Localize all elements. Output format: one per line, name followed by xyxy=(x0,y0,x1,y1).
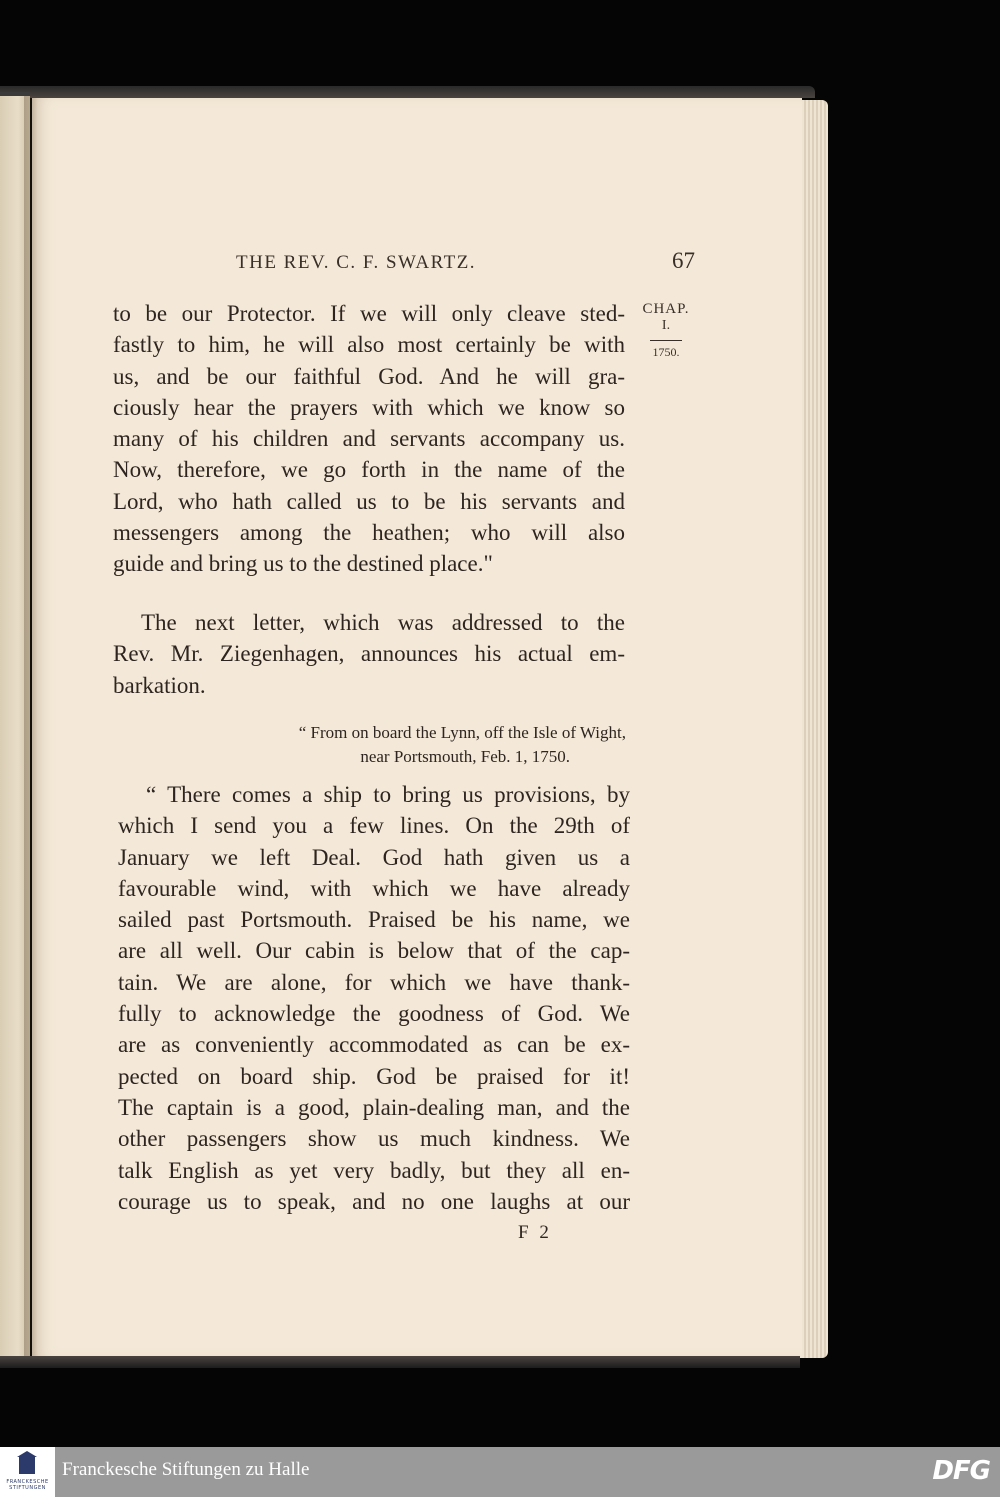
text-line: talk English as yet very badly, but they all en- xyxy=(118,1157,630,1183)
paragraph-1 xyxy=(113,298,625,580)
text-line: fully to acknowledge the goodness of God. We xyxy=(118,1001,630,1027)
text-line: pected on board ship. God be praised for it! xyxy=(118,1063,630,1089)
text-line: fastly to him, he will also most certainly be with xyxy=(113,332,625,358)
text-line: ciously hear the prayers with which we know so xyxy=(113,394,625,420)
dateline-line: near Portsmouth, Feb. 1, 1750. xyxy=(360,747,570,766)
text-line: The next letter, which was addressed to the xyxy=(141,610,625,635)
text-line: tain. We are alone, for which we have thank- xyxy=(118,969,630,995)
text-line: Rev. Mr. Ziegenhagen, announces his actual em- xyxy=(113,641,625,667)
franckesche-logo[interactable] xyxy=(0,1447,55,1497)
margin-note xyxy=(634,300,698,359)
text-line: courage us to speak, and no one laughs at our xyxy=(118,1188,630,1214)
text-line: barkation. xyxy=(113,672,206,698)
institution-name[interactable]: Franckesche Stiftungen zu Halle xyxy=(62,1459,310,1480)
paragraph-2 xyxy=(113,607,625,701)
text-line: which I send you a few lines. On the 29th of xyxy=(118,813,630,839)
book-cover-top-edge xyxy=(0,86,815,98)
text-line: January we left Deal. God hath given us a xyxy=(118,844,630,870)
text-line: messengers among the heathen; who will also xyxy=(113,520,625,546)
footer-bar xyxy=(0,1447,1000,1497)
margin-rule xyxy=(650,340,682,341)
text-line: sailed past Portsmouth. Praised be his name, we xyxy=(118,907,630,933)
page-number: 67 xyxy=(672,248,695,273)
spine-shadow xyxy=(24,96,38,1358)
logo-building-icon xyxy=(19,1456,35,1474)
dateline-line: “ From on board the Lynn, off the Isle of Wight, xyxy=(298,723,626,742)
text-line: “ There comes a ship to bring us provisions, by xyxy=(146,782,630,807)
paragraph-3 xyxy=(118,779,630,1217)
text-line: us, and be our faithful God. And he will gra- xyxy=(113,363,625,389)
dfg-logo[interactable]: DFG xyxy=(932,1456,990,1486)
logo-wordmark: FRANCKESCHE STIFTUNGEN xyxy=(6,1479,49,1491)
text-line: many of his children and servants accompany us. xyxy=(113,426,625,452)
text-line: other passengers show us much kindness. We xyxy=(118,1126,630,1152)
text-line: are all well. Our cabin is below that of the cap- xyxy=(118,938,630,964)
text-line: Now, therefore, we go forth in the name of the xyxy=(113,457,625,483)
margin-chapter-number: I. xyxy=(661,318,671,333)
letter-dateline xyxy=(214,721,626,769)
text-line: to be our Protector. If we will only cleave sted- xyxy=(113,301,625,326)
text-line: guide and bring us to the destined place." xyxy=(113,551,493,577)
margin-year: 1750. xyxy=(652,345,680,359)
running-head: THE REV. C. F. SWARTZ. xyxy=(236,252,477,273)
signature-mark: F 2 xyxy=(518,1222,552,1243)
margin-chapter-label: CHAP. xyxy=(642,301,690,317)
text-line: are as conveniently accommodated as can be ex- xyxy=(118,1032,630,1058)
book-cover-bottom-edge xyxy=(0,1356,800,1368)
text-line: favourable wind, with which we have already xyxy=(118,875,630,901)
text-line: Lord, who hath called us to be his servants and xyxy=(113,488,625,514)
text-line: The captain is a good, plain-dealing man, and the xyxy=(118,1094,630,1120)
